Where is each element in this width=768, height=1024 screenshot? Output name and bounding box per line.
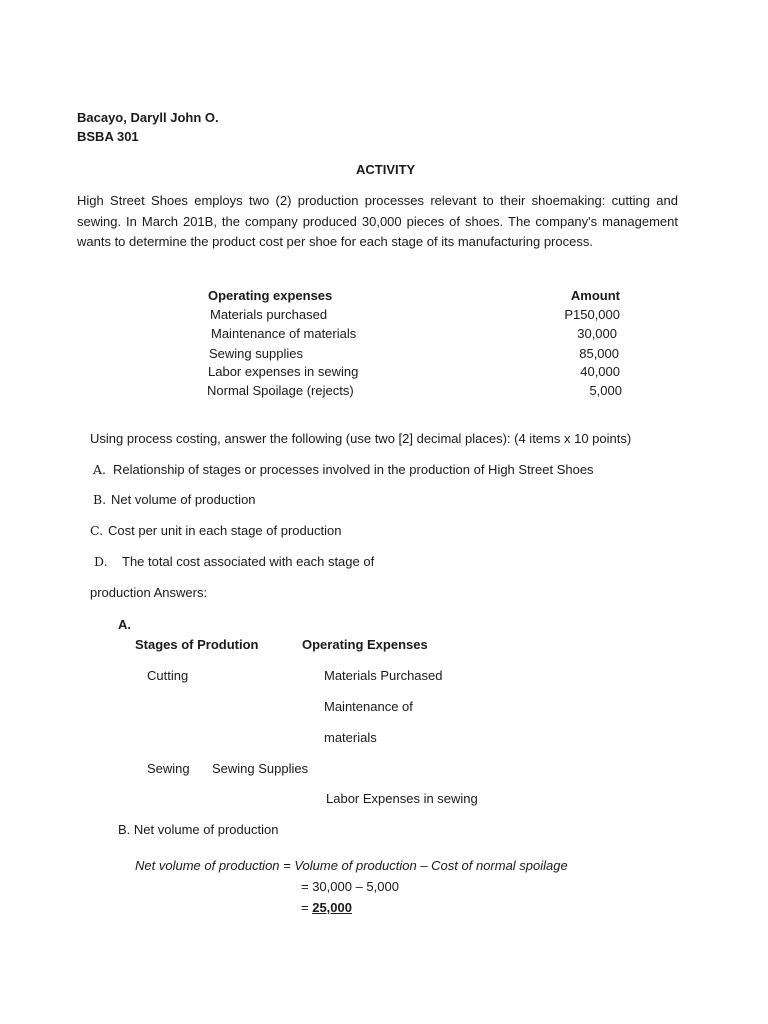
intro-paragraph: High Street Shoes employs two (2) production processes relevant to their shoemaking: cutting and sewing. In March 201B, the company produced 30,000 pieces of shoes. The company's management wants to determine the product cost per shoe for each stage of its manufacturing process. — [77, 193, 678, 249]
formula-step-2 — [301, 900, 352, 915]
expenses-column-header: Operating Expenses — [302, 637, 428, 652]
table-row-amount: 85,000 — [579, 346, 619, 361]
table-row-label: Normal Spoilage (rejects) — [207, 383, 354, 398]
question-letter: D. — [94, 554, 108, 569]
question-letter: C. — [90, 523, 104, 538]
activity-title: ACTIVITY — [356, 162, 416, 177]
student-section: BSBA 301 — [77, 129, 139, 144]
stage-sewing: Sewing — [147, 761, 190, 776]
table-row-amount: 30,000 — [577, 326, 617, 341]
student-name: Bacayo, Daryll John O. — [77, 110, 219, 125]
stages-column-header: Stages of Prodution — [135, 637, 259, 652]
table-row-label: Sewing supplies — [209, 346, 303, 361]
table-row-label: Materials purchased — [210, 307, 328, 322]
question-text: Net volume of production — [111, 492, 256, 507]
answer-b-heading: B. Net volume of production — [118, 822, 279, 837]
question-letter: A. — [93, 462, 107, 477]
table-row-amount: 40,000 — [580, 364, 620, 379]
expense-materials-purchased: Materials Purchased — [324, 668, 443, 683]
table-row-amount: 5,000 — [589, 383, 622, 398]
question-text: Cost per unit in each stage of production — [108, 523, 342, 538]
table-row-label: Maintenance of materials — [211, 326, 357, 341]
answers-label: production Answers: — [90, 585, 208, 600]
table-row-label: Labor expenses in sewing — [208, 364, 359, 379]
stage-cutting: Cutting — [147, 668, 189, 683]
question-letter: B. — [93, 492, 107, 507]
net-volume-result: 25,000 — [312, 900, 352, 915]
formula: Net volume of production = Volume of production – Cost of normal spoilage — [135, 858, 568, 873]
table-header-label: Operating expenses — [208, 288, 333, 303]
expense-labor-sewing: Labor Expenses in sewing — [326, 791, 478, 806]
expense-maintenance-line1: Maintenance of — [324, 699, 413, 714]
expense-maintenance-line2: materials — [324, 730, 377, 745]
table-row-amount: P150,000 — [564, 307, 620, 322]
table-header-amount: Amount — [570, 288, 620, 303]
formula-step-2-prefix: = — [301, 900, 313, 915]
question-text: The total cost associated with each stage of — [122, 554, 375, 569]
instructions: Using process costing, answer the following (use two [2] decimal places): (4 items x 10 points) — [90, 431, 632, 446]
formula-step-1: = 30,000 – 5,000 — [301, 879, 399, 894]
answer-a-letter: A. — [118, 617, 131, 632]
expense-sewing-supplies: Sewing Supplies — [212, 761, 309, 776]
question-text: Relationship of stages or processes involved in the production of High Street Shoes — [113, 462, 594, 477]
